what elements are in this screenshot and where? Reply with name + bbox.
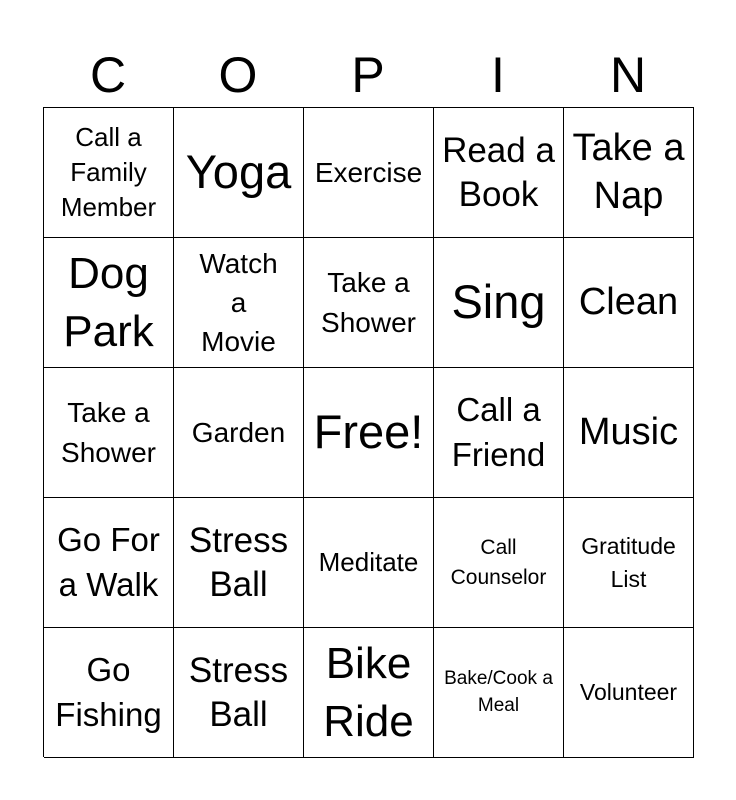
cell-label: Dog Park [63, 249, 154, 356]
header-letter-c: C [89, 47, 127, 103]
bingo-cell[interactable] [564, 238, 694, 368]
cell-label: Call a Family Member [60, 121, 157, 223]
bingo-cell[interactable] [174, 108, 304, 238]
cell-label: Take a Shower [61, 397, 156, 468]
cell-label: Gratitude List [581, 533, 676, 592]
bingo-cell[interactable] [44, 498, 174, 628]
bingo-cell[interactable] [434, 108, 564, 238]
cell-label: Bake/Cook a Meal [444, 667, 553, 716]
bingo-cell[interactable] [564, 628, 694, 758]
bingo-cell[interactable] [564, 108, 694, 238]
bingo-cell[interactable] [44, 238, 174, 368]
bingo-cell[interactable] [174, 238, 304, 368]
cell-label: Free! [313, 405, 424, 459]
header-letter-p: P [351, 47, 385, 103]
bingo-cell[interactable] [434, 498, 564, 628]
cell-label: Read a Book [442, 130, 555, 214]
bingo-cell[interactable] [564, 368, 694, 498]
cell-label: Watch a Movie [199, 247, 278, 358]
cell-label: Stress Ball [188, 650, 289, 734]
bingo-header [43, 44, 693, 106]
bingo-cell[interactable] [304, 498, 434, 628]
header-letter-n: N [609, 47, 647, 103]
header-letter-o: O [218, 47, 258, 103]
cell-label: Sing [451, 275, 546, 329]
cell-label: Meditate [318, 546, 419, 577]
cell-label: Garden [191, 416, 286, 448]
bingo-cell[interactable] [174, 498, 304, 628]
cell-label: Yoga [185, 145, 292, 199]
cell-label: Bike Ride [323, 639, 414, 746]
bingo-cell[interactable] [304, 368, 434, 498]
cell-label: Call a Friend [451, 390, 546, 473]
bingo-cell[interactable] [44, 368, 174, 498]
bingo-cell[interactable] [434, 238, 564, 368]
cell-label: Music [578, 410, 679, 453]
cell-label: Clean [578, 280, 679, 323]
cell-label: Take a Nap [572, 127, 685, 217]
header-letter-i: I [491, 47, 505, 103]
bingo-cell[interactable] [434, 368, 564, 498]
bingo-cell[interactable] [174, 628, 304, 758]
bingo-cell[interactable] [304, 628, 434, 758]
bingo-cell[interactable] [434, 628, 564, 758]
cell-label: Stress Ball [188, 520, 289, 604]
bingo-cell[interactable] [174, 368, 304, 498]
bingo-board [43, 107, 694, 757]
cell-label: Call Counselor [450, 536, 547, 589]
bingo-cell[interactable] [564, 498, 694, 628]
cell-label: Volunteer [579, 679, 678, 706]
cell-label: Go Fishing [55, 650, 162, 733]
bingo-cell[interactable] [304, 238, 434, 368]
bingo-cell[interactable] [44, 108, 174, 238]
bingo-cell[interactable] [304, 108, 434, 238]
cell-label: Exercise [314, 156, 423, 188]
cell-label: Go For a Walk [57, 520, 160, 603]
cell-label: Take a Shower [321, 267, 416, 338]
bingo-cell[interactable] [44, 628, 174, 758]
